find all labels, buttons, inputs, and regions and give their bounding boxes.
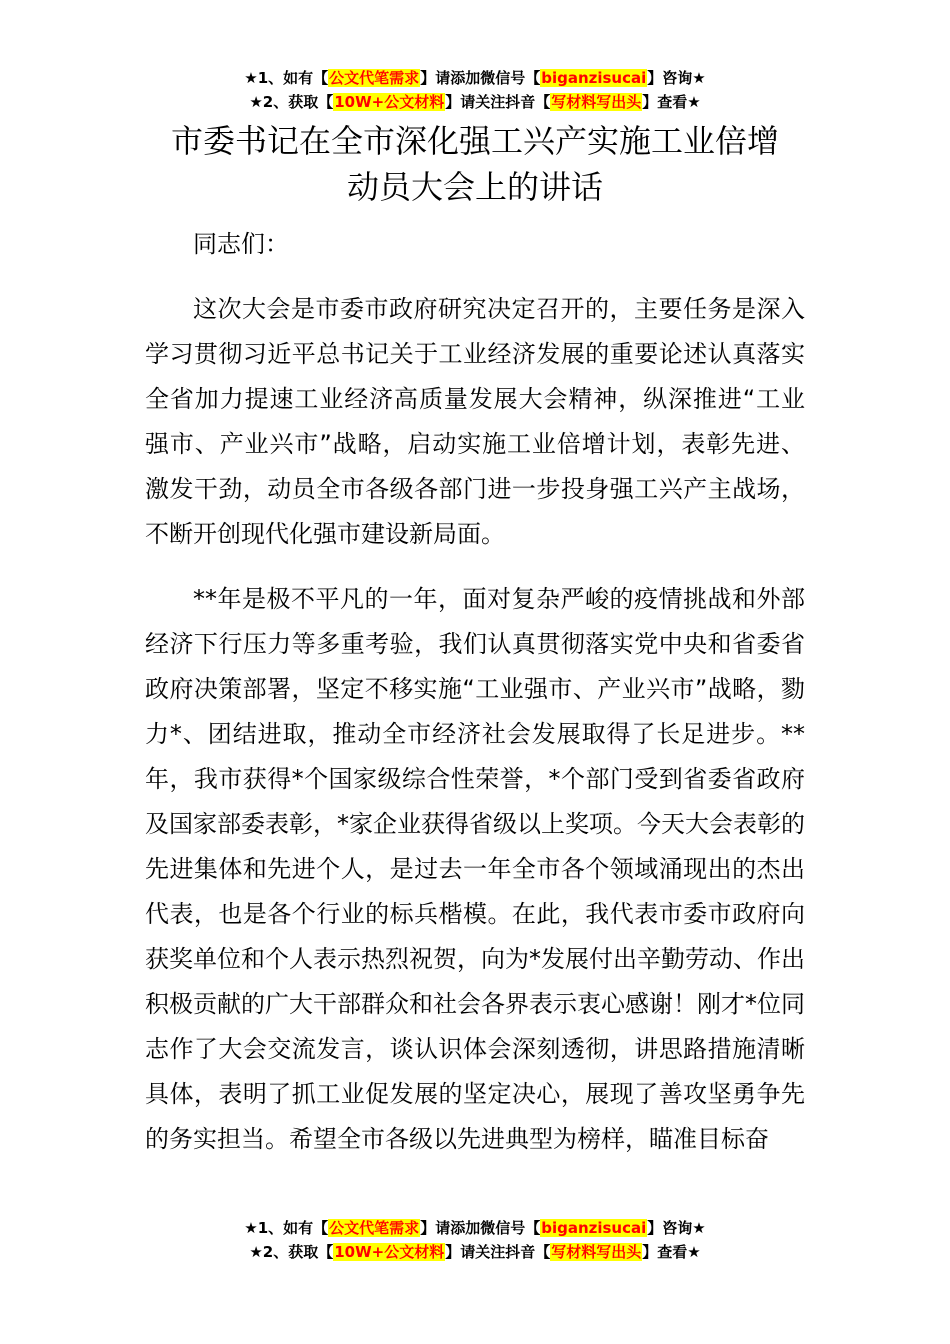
highlight-text: 10W+公文材料 [334, 93, 445, 111]
title-line-1: 市委书记在全市深化强工兴产实施工业倍增 [170, 122, 779, 160]
banner-text: 】查看★ [642, 1243, 701, 1261]
banner-line-2 [0, 90, 950, 114]
document-title [120, 118, 830, 210]
banner-text: ★1、如有【 [244, 1219, 329, 1237]
banner-text: 】请添加微信号【 [420, 69, 541, 87]
banner-text: 】请添加微信号【 [420, 1219, 541, 1237]
banner-text: 】咨询★ [647, 69, 706, 87]
paragraph: 这次大会是市委市政府研究决定召开的，主要任务是深入学习贯彻习近平总书记关于工业经济发展的重要论述认真落实全省加力提速工业经济高质量发展大会精神，纵深推进“工业强市、产业兴市”战略，启动实施工业倍增计划，表彰先进、激发干劲，动员全市各级各部门进一步投身强工兴产主战场，不断开创现代化强市建设新局面。 [145, 295, 805, 548]
banner-text: 】咨询★ [647, 1219, 706, 1237]
banner-line-1 [0, 66, 950, 90]
highlight-text: 10W+公文材料 [334, 1243, 445, 1261]
banner-text: ★2、获取【 [249, 1243, 334, 1261]
banner-text: ★1、如有【 [244, 69, 329, 87]
douyin-account-highlight: 写材料写出头 [551, 1243, 642, 1261]
salutation: 同志们： [193, 230, 289, 258]
wechat-id-highlight: biganzisucai [541, 69, 647, 87]
banner-line-1 [0, 1216, 950, 1240]
highlight-text: 公文代笔需求 [329, 69, 420, 87]
wechat-id-highlight: biganzisucai [541, 1219, 647, 1237]
banner-line-2 [0, 1240, 950, 1264]
footer-banner [0, 1216, 950, 1264]
title-line-2: 动员大会上的讲话 [346, 168, 603, 206]
banner-text: 】查看★ [642, 93, 701, 111]
banner-text: 】请关注抖音【 [445, 93, 551, 111]
banner-text: ★2、获取【 [249, 93, 334, 111]
header-banner [0, 66, 950, 114]
douyin-account-highlight: 写材料写出头 [551, 93, 642, 111]
document-body [145, 222, 805, 1162]
banner-text: 】请关注抖音【 [445, 1243, 551, 1261]
paragraph: **年是极不平凡的一年，面对复杂严峻的疫情挑战和外部经济下行压力等多重考验，我们认真贯彻落实党中央和省委省政府决策部署，坚定不移实施“工业强市、产业兴市”战略，勠力*、团结进取，推动全市经济社会发展取得了长足进步。**年，我市获得*个国家级综合性荣誉，*个部门受到省委省政府及国家部委表彰，*家企业获得省级以上奖项。今天大会表彰的先进集体和先进个人，是过去一年全市各个领域涌现出的杰出代表，也是各个行业的标兵楷模。在此，我代表市委市政府向获奖单位和个人表示热烈祝贺，向为*发展付出辛勤劳动、作出积极贡献的广大干部群众和社会各界表示衷心感谢！刚才*位同志作了大会交流发言，谈认识体会深刻透彻，讲思路措施清晰具体，表明了抓工业促发展的坚定决心，展现了善攻坚勇争先的务实担当。希望全市各级以先进典型为榜样，瞄准目标奋 [145, 585, 805, 1153]
highlight-text: 公文代笔需求 [329, 1219, 420, 1237]
